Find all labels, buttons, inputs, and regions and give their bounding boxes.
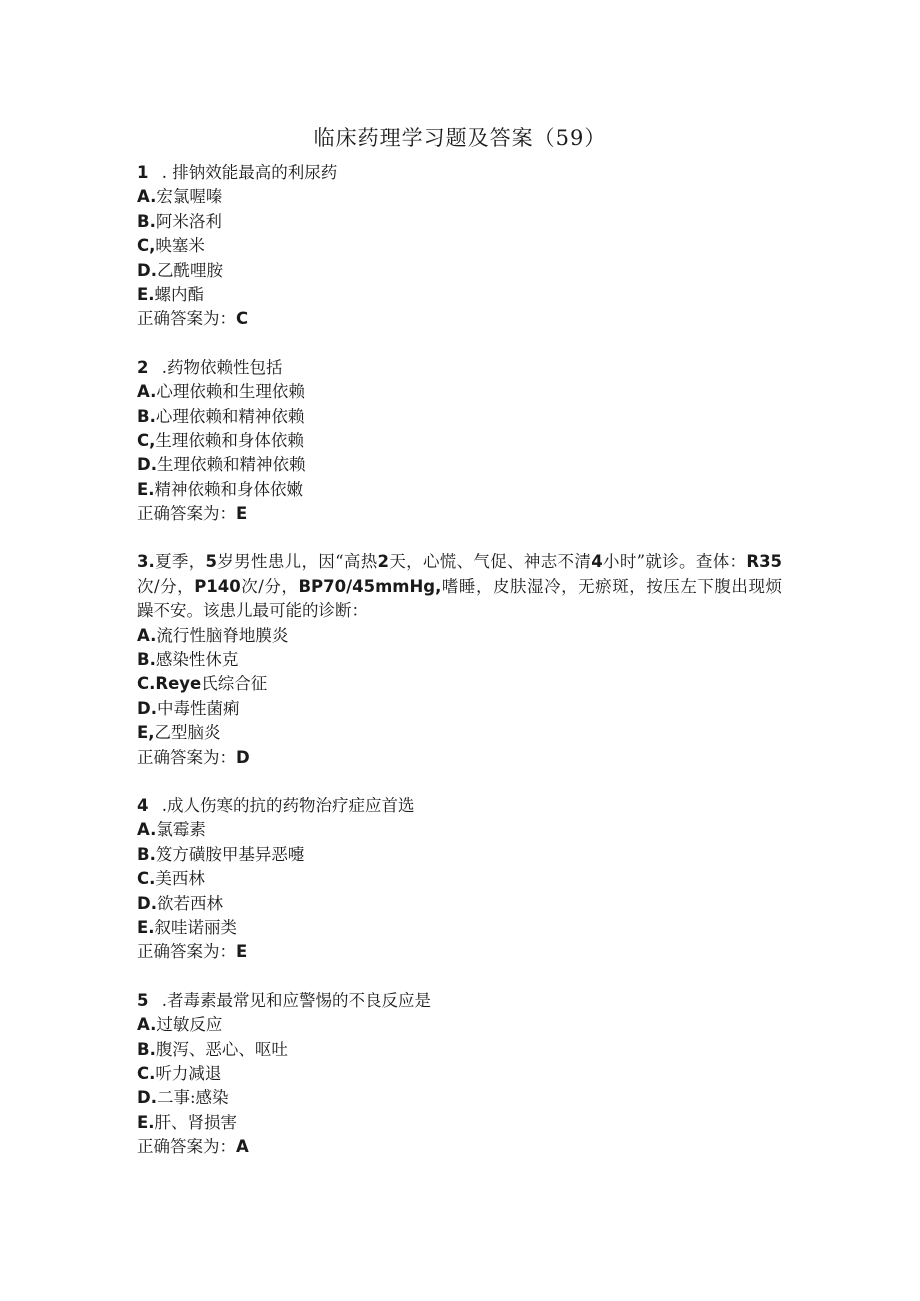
option-text: 阿米洛利 — [155, 211, 222, 231]
question-text: 岁男性患儿，因“高热 — [217, 552, 378, 572]
option-letter: E. — [137, 917, 155, 937]
option-letter: B. — [137, 406, 156, 426]
question-text: .成人伤寒的抗的药物治疗症应首选 — [156, 796, 415, 816]
question-text: R35 — [746, 552, 783, 572]
question-text: BP70/45mmHg, — [298, 576, 442, 596]
question-stem — [137, 161, 782, 185]
question-text: 4 — [591, 552, 603, 572]
question-stem — [137, 989, 782, 1013]
option-e — [137, 478, 782, 502]
option-text: 腹泻、恶心、呕吐 — [155, 1039, 288, 1059]
question-text: . 排钠效能最高的利尿药 — [156, 163, 338, 182]
option-letter: D. — [137, 260, 157, 280]
question-text: 5 — [205, 552, 218, 572]
question-text: P140 — [194, 576, 241, 596]
option-text: 过敏反应 — [156, 1015, 223, 1035]
option-c — [137, 867, 782, 891]
option-text: 宏氯喔嗪 — [156, 187, 223, 207]
question-text: 次/分， — [137, 576, 195, 596]
question-3 — [137, 550, 782, 770]
option-d — [137, 453, 782, 477]
option-letter: C.Reye — [137, 674, 202, 694]
option-letter: C, — [137, 430, 156, 450]
answer-line — [137, 1135, 782, 1159]
option-letter: D. — [137, 1088, 157, 1108]
option-d — [137, 892, 782, 916]
option-letter: D. — [137, 455, 157, 475]
option-letter: A. — [137, 187, 157, 207]
option-c — [137, 1062, 782, 1086]
option-a — [137, 185, 782, 209]
option-a — [137, 818, 782, 842]
option-letter: C, — [137, 236, 156, 256]
option-text: 流行性脑脊地膜炎 — [156, 625, 289, 645]
answer-label: 正确答案为： — [137, 942, 236, 962]
option-e — [137, 283, 782, 307]
option-letter: A. — [137, 382, 157, 402]
answer-value: E — [236, 504, 248, 524]
page-title: 临床药理学习题及答案（59） — [313, 126, 607, 150]
option-letter: C. — [137, 1063, 156, 1083]
question-5 — [137, 989, 782, 1160]
option-b — [137, 210, 782, 234]
question-number: 5 — [137, 990, 149, 1010]
option-letter: D. — [137, 893, 157, 913]
question-text: 嗜睡，皮肤湿冷，无瘀斑，按压左下腹出现烦躁不安。该患儿最可能的诊断： — [137, 576, 782, 621]
option-d — [137, 697, 782, 721]
option-text: 听力减退 — [155, 1063, 222, 1083]
question-text: .药物依赖性包括 — [156, 357, 283, 377]
option-letter: E. — [137, 479, 155, 499]
option-text: 乙酰哩胺 — [156, 260, 223, 280]
option-letter: A. — [137, 1015, 157, 1035]
option-c — [137, 429, 782, 453]
option-letter: C. — [137, 869, 156, 889]
option-text: 中毒性菌痢 — [156, 698, 240, 718]
option-letter: E. — [137, 1112, 155, 1132]
question-text: 2 — [377, 552, 389, 572]
option-text: 精神依赖和身体依嫩 — [154, 479, 304, 499]
option-d — [137, 1086, 782, 1110]
option-letter: B. — [137, 211, 156, 231]
option-letter: D. — [137, 698, 157, 718]
question-number: 4 — [137, 796, 149, 816]
option-text: 肝、肾损害 — [154, 1112, 238, 1132]
question-number: 3. — [137, 552, 155, 572]
question-text: 天，心慌、气促、神志不清 — [389, 552, 592, 572]
option-letter: B. — [137, 1039, 156, 1059]
option-text: 生理依赖和身体依赖 — [155, 430, 304, 450]
option-a — [137, 1013, 782, 1037]
option-letter: A. — [137, 625, 157, 645]
question-text: 次/分， — [240, 576, 299, 596]
question-stem — [137, 356, 782, 380]
answer-value: E — [236, 942, 248, 962]
option-text: 笈方磺胺甲基异恶嚏 — [155, 844, 305, 864]
option-a — [137, 624, 782, 648]
option-text: 欲若西林 — [156, 893, 223, 913]
option-letter: A. — [137, 820, 157, 840]
answer-label: 正确答案为： — [137, 1137, 236, 1157]
option-text: 心理依赖和生理依赖 — [156, 382, 305, 402]
answer-line — [137, 502, 782, 526]
question-1 — [137, 161, 782, 332]
answer-label: 正确答案为： — [137, 309, 236, 329]
question-stem — [137, 794, 782, 818]
question-stem — [137, 550, 782, 623]
option-b — [137, 648, 782, 672]
option-text: 叙哇诺丽类 — [154, 917, 238, 937]
question-number: 2 — [137, 357, 149, 377]
option-letter: E, — [137, 723, 155, 743]
option-c — [137, 234, 782, 258]
option-text: 氯霉素 — [156, 820, 206, 840]
question-text: .者毒素最常见和应警惕的不良反应是 — [156, 990, 431, 1010]
option-e — [137, 916, 782, 940]
option-text: 螺内酯 — [154, 284, 205, 304]
question-text: 夏季， — [154, 552, 206, 572]
option-text: 感染性休克 — [155, 650, 239, 670]
answer-value: D — [236, 747, 250, 767]
question-2 — [137, 356, 782, 527]
answer-label: 正确答案为： — [137, 747, 236, 767]
option-letter: B. — [137, 650, 156, 670]
answer-value: C — [236, 309, 249, 329]
answer-line — [137, 940, 782, 964]
option-b — [137, 405, 782, 429]
option-letter: B. — [137, 844, 156, 864]
option-text: 美西林 — [155, 869, 205, 889]
option-e — [137, 721, 782, 745]
option-d — [137, 259, 782, 283]
option-letter: E. — [137, 284, 155, 304]
answer-value: A — [236, 1137, 249, 1157]
question-text: 小时”就诊。查体： — [602, 552, 747, 572]
option-text: 心理依赖和精神依赖 — [155, 406, 305, 426]
option-text: 乙型脑炎 — [154, 723, 221, 743]
option-text: 生理依赖和精神依赖 — [156, 455, 306, 475]
question-4 — [137, 794, 782, 965]
question-list — [137, 161, 782, 1184]
option-text: 映塞米 — [155, 236, 205, 256]
option-a — [137, 380, 782, 404]
option-b — [137, 843, 782, 867]
option-c — [137, 672, 782, 696]
question-number: 1 — [137, 163, 149, 182]
option-e — [137, 1111, 782, 1135]
answer-line — [137, 746, 782, 770]
answer-line — [137, 307, 782, 331]
option-text: 二事:感染 — [156, 1088, 229, 1108]
option-b — [137, 1038, 782, 1062]
answer-label: 正确答案为： — [137, 504, 236, 524]
option-text: 氏综合征 — [201, 674, 268, 694]
